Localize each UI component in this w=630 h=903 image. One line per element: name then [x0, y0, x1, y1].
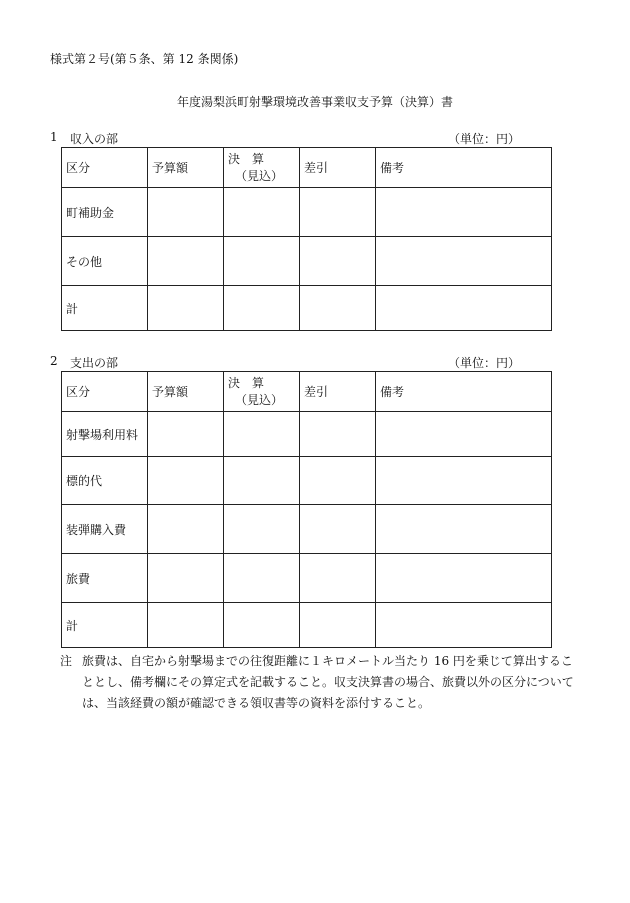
expense-unit-label: （単位：円） [447, 356, 520, 370]
cell-kessan[interactable] [224, 505, 300, 554]
row-label: 装弾購入費 [62, 505, 148, 554]
table-row [62, 286, 552, 331]
expense-section-number: 2 [50, 354, 58, 368]
expense-section-header [50, 354, 520, 370]
cell-biko[interactable] [376, 286, 552, 331]
income-header-row [62, 148, 552, 188]
header-kessan [224, 148, 300, 188]
cell-biko[interactable] [376, 412, 552, 457]
footnote-mark: 注 [60, 654, 73, 668]
header-kessan-line2: （見込） [235, 392, 284, 407]
cell-yosan[interactable] [148, 603, 224, 648]
cell-sabiki[interactable] [300, 603, 376, 648]
header-yosan: 予算額 [148, 148, 224, 188]
cell-yosan[interactable] [148, 286, 224, 331]
expense-section-label: 支出の部 [70, 356, 119, 370]
cell-sabiki[interactable] [300, 286, 376, 331]
row-label: 旅費 [62, 554, 148, 603]
cell-yosan[interactable] [148, 412, 224, 457]
cell-sabiki[interactable] [300, 188, 376, 237]
expense-header-row [62, 372, 552, 412]
table-row [62, 603, 552, 648]
row-label: 標的代 [62, 457, 148, 505]
cell-kessan[interactable] [224, 412, 300, 457]
cell-sabiki[interactable] [300, 554, 376, 603]
header-sabiki: 差引 [300, 372, 376, 412]
cell-kessan[interactable] [224, 237, 300, 286]
cell-sabiki[interactable] [300, 237, 376, 286]
row-label: 射撃場利用料 [62, 412, 148, 457]
table-row [62, 412, 552, 457]
header-kubun: 区分 [62, 148, 148, 188]
header-yosan: 予算額 [148, 372, 224, 412]
header-biko: 備考 [376, 372, 552, 412]
cell-biko[interactable] [376, 188, 552, 237]
cell-kessan[interactable] [224, 286, 300, 331]
row-label: 町補助金 [62, 188, 148, 237]
table-row [62, 457, 552, 505]
header-kessan-line1: 決 算 [228, 151, 265, 166]
row-label: 計 [62, 603, 148, 648]
cell-sabiki[interactable] [300, 505, 376, 554]
cell-sabiki[interactable] [300, 412, 376, 457]
table-row [62, 505, 552, 554]
table-row [62, 554, 552, 603]
footnote-text: 旅費は、自宅から射撃場までの往復距離に１キロメートル当たり 16 円を乗じて算出することとし、備考欄にその算定式を記載すること。収支決算書の場合、旅費以外の区分については、当該経費の額が確認できる領収書等の資料を添付すること。 [82, 654, 574, 710]
cell-kessan[interactable] [224, 188, 300, 237]
cell-biko[interactable] [376, 237, 552, 286]
header-kessan-line2: （見込） [235, 168, 284, 183]
row-label: 計 [62, 286, 148, 331]
cell-sabiki[interactable] [300, 457, 376, 505]
form-number: 様式第２号(第５条、第 12 条関係) [50, 52, 239, 66]
table-row [62, 188, 552, 237]
header-biko: 備考 [376, 148, 552, 188]
cell-biko[interactable] [376, 505, 552, 554]
cell-kessan[interactable] [224, 554, 300, 603]
cell-kessan[interactable] [224, 603, 300, 648]
expense-table [61, 371, 552, 648]
cell-yosan[interactable] [148, 554, 224, 603]
cell-yosan[interactable] [148, 457, 224, 505]
cell-biko[interactable] [376, 457, 552, 505]
header-kubun: 区分 [62, 372, 148, 412]
table-row [62, 237, 552, 286]
cell-kessan[interactable] [224, 457, 300, 505]
cell-yosan[interactable] [148, 188, 224, 237]
income-unit-label: （単位：円） [447, 132, 520, 146]
income-section-number: 1 [50, 130, 58, 144]
income-section-header [50, 130, 520, 146]
income-table [61, 147, 552, 331]
header-kessan-line1: 決 算 [228, 375, 265, 390]
income-section-label: 収入の部 [70, 132, 119, 146]
cell-yosan[interactable] [148, 237, 224, 286]
cell-biko[interactable] [376, 554, 552, 603]
header-sabiki: 差引 [300, 148, 376, 188]
header-kessan [224, 372, 300, 412]
document-title: 年度湯梨浜町射撃環境改善事業収支予算（決算）書 [176, 95, 453, 109]
cell-biko[interactable] [376, 603, 552, 648]
cell-yosan[interactable] [148, 505, 224, 554]
row-label: その他 [62, 237, 148, 286]
